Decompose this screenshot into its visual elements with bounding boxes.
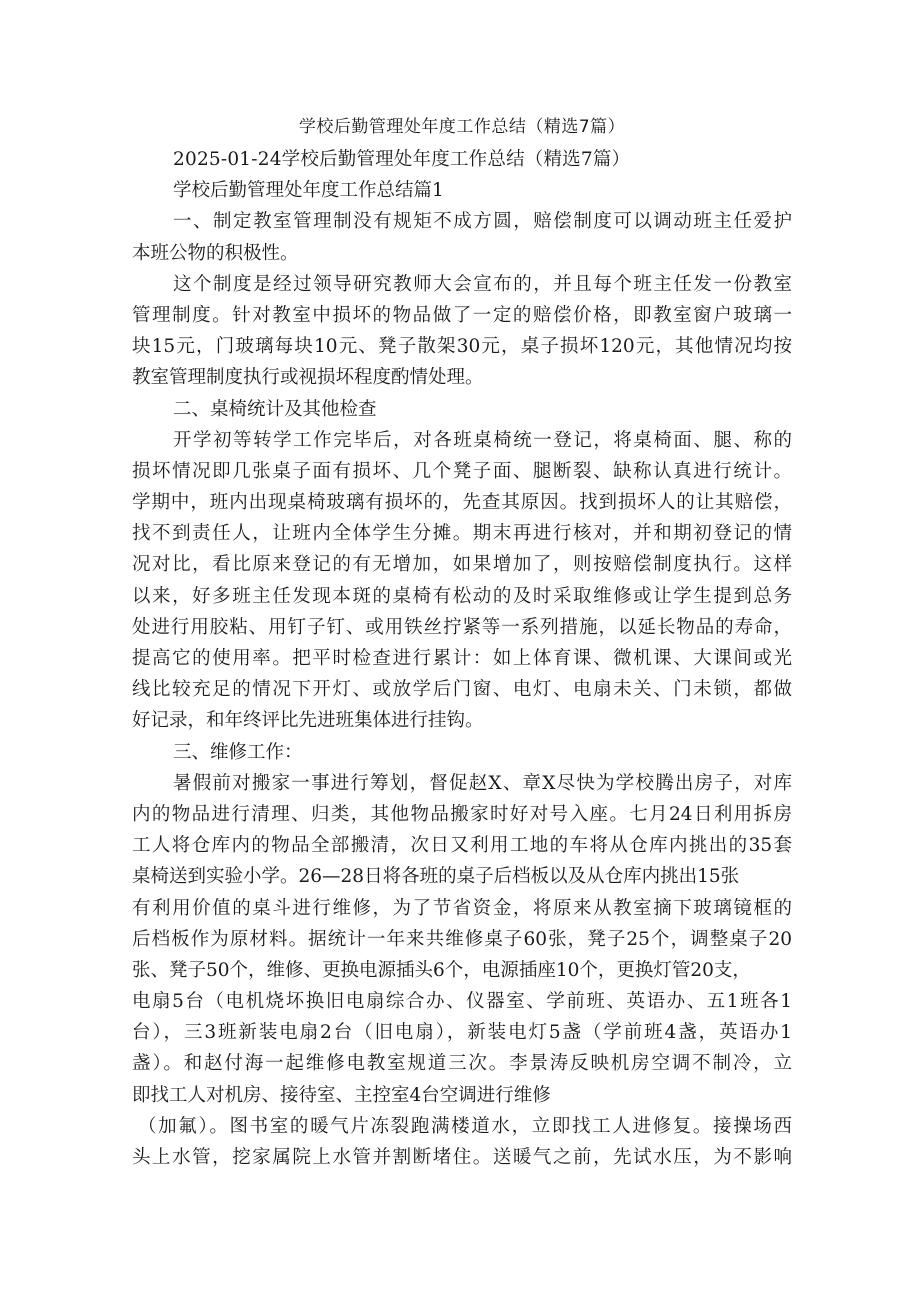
paragraph-line: 管理制度。针对教室中损坏的物品做了一定的赔偿价格，即教室窗户玻璃一 — [132, 304, 792, 326]
paragraph-line: 桌椅送到实验小学。26—28日将各班的桌子后档板以及从仓库内挑出15张 — [132, 866, 740, 888]
paragraph-line: 二、桌椅统计及其他检查 — [173, 398, 377, 420]
paragraph-line: 张、凳子50个，维修、更换电源插头6个，电源插座10个，更换灯管20支， — [132, 959, 751, 981]
paragraph-line: 电扇5台（电机烧坏换旧电扇综合办、仪器室、学前班、英语办、五1班各1 — [132, 991, 792, 1013]
paragraph-line: 块15元，门玻璃每块10元、凳子散架30元，桌子损坏120元，其他情况均按 — [132, 336, 792, 358]
paragraph-line: 暑假前对搬家一事进行筹划，督促赵X、章X尽快为学校腾出房子，对库 — [173, 772, 792, 794]
document-page — [132, 112, 792, 1173]
paragraph-line: 台），三3班新装电扇2台（旧电扇），新装电灯5盏（学前班4盏，英语办1 — [132, 1022, 792, 1044]
paragraph-line: 盏）。和赵付海一起维修电教室规道三次。李景涛反映机房空调不制冷，立 — [132, 1053, 792, 1075]
paragraph-line: 工人将仓库内的物品全部搬清，次日又利用工地的车将从仓库内挑出的35套 — [132, 835, 792, 857]
paragraph-line: 有利用价值的桌斗进行维修，为了节省资金，将原来从教室摘下玻璃镜框的 — [132, 897, 792, 919]
paragraph-line: 处进行用胶粘、用钉子钉、或用铁丝拧紧等一系列措施，以延长物品的寿命， — [132, 616, 792, 638]
document-body — [132, 144, 792, 1173]
paragraph-line: 三、维修工作： — [173, 741, 303, 763]
paragraph-line: 开学初等转学工作完毕后，对各班桌椅统一登记，将桌椅面、腿、称的 — [173, 429, 792, 451]
paragraph-line: 即找工人对机房、接待室、主控室4台空调进行维修 — [132, 1084, 551, 1106]
paragraph-line: 教室管理制度执行或视损坏程度酌情处理。 — [132, 367, 484, 389]
paragraph-line: 以来，好多班主任发现本斑的桌椅有松动的及时采取维修或让学生提到总务 — [132, 585, 792, 607]
paragraph-line: 这个制度是经过领导研究教师大会宣布的，并且每个班主任发一份教室 — [173, 273, 792, 295]
paragraph-line: 线比较充足的情况下开灯、或放学后门窗、电灯、电扇未关、门未锁，都做 — [132, 679, 792, 701]
paragraph-line: 提高它的使用率。把平时检查进行累计：如上体育课、微机课、大课间或光 — [132, 648, 792, 669]
paragraph-line: （加氟）。图书室的暖气片冻裂跑满楼道水，立即找工人进修复。接操场西 — [138, 1115, 792, 1137]
paragraph-line: 一、制定教室管理制没有规矩不成方圆，赔偿制度可以调动班主任爱护 — [173, 211, 792, 233]
document-title: 学校后勤管理处年度工作总结（精选7篇） — [298, 117, 626, 137]
paragraph-line: 内的物品进行清理、归类，其他物品搬家时好对号入座。七月24日利用拆房 — [132, 803, 792, 825]
paragraph-line: 损坏情况即几张桌子面有损坏、几个凳子面、腿断裂、缺称认真进行统计。 — [132, 460, 792, 482]
document-date-line: 2025-01-24学校后勤管理处年度工作总结（精选7篇） — [173, 149, 631, 170]
paragraph-line: 头上水管，挖家属院上水管并割断堵住。送暖气之前，先试水压，为不影响 — [132, 1147, 792, 1168]
paragraph-line: 学期中，班内出现桌椅玻璃有损坏的，先查其原因。找到损坏人的让其赔偿， — [132, 492, 792, 514]
paragraph-line: 学校后勤管理处年度工作总结篇1 — [173, 180, 444, 202]
paragraph-line: 况对比，看比原来登记的有无增加，如果增加了，则按赔偿制度执行。这样 — [132, 554, 792, 576]
paragraph-line: 找不到责任人，让班内全体学生分摊。期末再进行核对，并和期初登记的情 — [132, 523, 792, 545]
paragraph-line: 后档板作为原材料。据统计一年来共维修桌子60张，凳子25个，调整桌子20 — [132, 928, 792, 950]
paragraph-line: 好记录，和年终评比先进班集体进行挂钩。 — [132, 710, 484, 732]
paragraph-line: 本班公物的积极性。 — [132, 242, 299, 264]
